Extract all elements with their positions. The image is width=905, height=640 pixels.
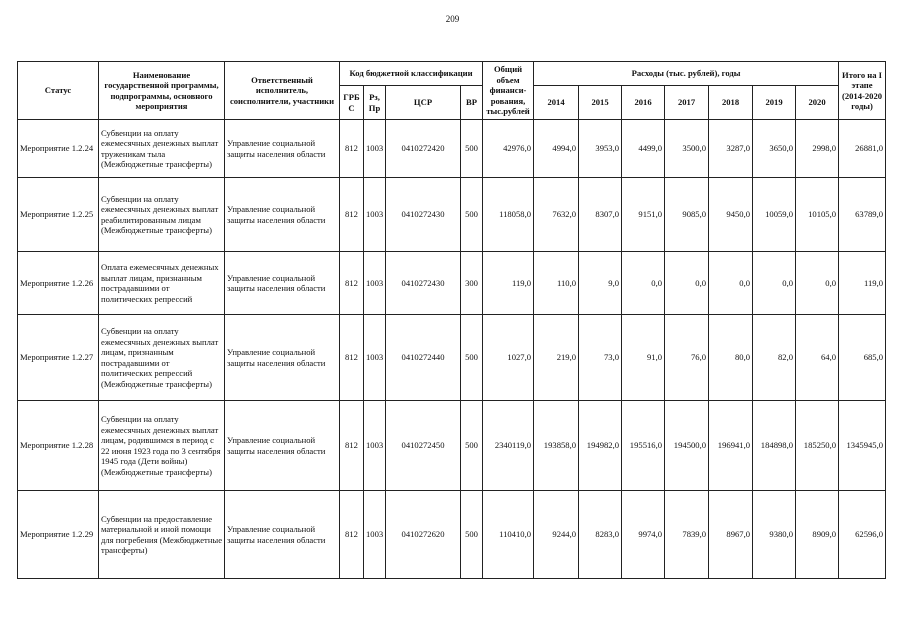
row-stage-total: 1345945,0	[839, 401, 886, 491]
row-2014: 7632,0	[534, 178, 579, 252]
row-responsible: Управление социальной защиты населения области	[225, 491, 340, 579]
row-2016: 9974,0	[622, 491, 665, 579]
row-total: 2340119,0	[483, 401, 534, 491]
header-responsible: Ответственный исполнитель, соисполнители, участники	[225, 62, 340, 120]
row-2014: 219,0	[534, 315, 579, 401]
table-row	[18, 401, 886, 491]
row-2018: 3287,0	[709, 120, 753, 178]
row-2020: 64,0	[796, 315, 839, 401]
row-vr: 500	[461, 178, 483, 252]
row-name: Субвенции на предоставление материальной и иной помощи для погребения (Межбюджетные трансферты)	[99, 491, 225, 579]
row-2017: 0,0	[665, 252, 709, 315]
header-year-2020: 2020	[796, 86, 839, 120]
row-responsible: Управление социальной защиты населения области	[225, 252, 340, 315]
row-rzpr: 1003	[364, 252, 386, 315]
row-2015: 194982,0	[579, 401, 622, 491]
row-2016: 4499,0	[622, 120, 665, 178]
row-name: Субвенции на оплату ежемесячных денежных выплат лицам, признанным пострадавшими от политических репрессий (Межбюджетные трансферты)	[99, 315, 225, 401]
row-2019: 10059,0	[753, 178, 796, 252]
header-total: Общий объем финанси-рования, тыс.рублей	[483, 62, 534, 120]
row-name: Оплата ежемесячных денежных выплат лицам, признанным пострадавшими от политических репрессий	[99, 252, 225, 315]
header-expenses: Расходы (тыс. рублей), годы	[534, 62, 839, 86]
header-year-2014: 2014	[534, 86, 579, 120]
row-2017: 9085,0	[665, 178, 709, 252]
row-2014: 9244,0	[534, 491, 579, 579]
row-2016: 9151,0	[622, 178, 665, 252]
row-rzpr: 1003	[364, 401, 386, 491]
header-year-2017: 2017	[665, 86, 709, 120]
row-2019: 9380,0	[753, 491, 796, 579]
row-grbs: 812	[340, 120, 364, 178]
row-grbs: 812	[340, 491, 364, 579]
row-stage-total: 685,0	[839, 315, 886, 401]
row-vr: 300	[461, 252, 483, 315]
row-2014: 110,0	[534, 252, 579, 315]
row-2017: 194500,0	[665, 401, 709, 491]
row-2015: 3953,0	[579, 120, 622, 178]
row-stage-total: 119,0	[839, 252, 886, 315]
row-total: 110410,0	[483, 491, 534, 579]
row-name: Субвенции на оплату ежемесячных денежных выплат реабилитированным лицам (Межбюджетные трансферты)	[99, 178, 225, 252]
row-rzpr: 1003	[364, 120, 386, 178]
row-2018: 0,0	[709, 252, 753, 315]
row-total: 119,0	[483, 252, 534, 315]
row-csr: 0410272450	[386, 401, 461, 491]
row-status: Мероприятие 1.2.25	[18, 178, 99, 252]
header-budget-code: Код бюджетной классификации	[340, 62, 483, 86]
row-status: Мероприятие 1.2.29	[18, 491, 99, 579]
row-responsible: Управление социальной защиты населения области	[225, 120, 340, 178]
row-name: Субвенции на оплату ежемесячных денежных выплат труженикам тыла (Межбюджетные трансферты)	[99, 120, 225, 178]
table-row	[18, 252, 886, 315]
budget-table	[17, 61, 886, 579]
row-grbs: 812	[340, 401, 364, 491]
row-2015: 73,0	[579, 315, 622, 401]
row-csr: 0410272430	[386, 252, 461, 315]
table-row	[18, 120, 886, 178]
row-csr: 0410272620	[386, 491, 461, 579]
row-2018: 8967,0	[709, 491, 753, 579]
row-status: Мероприятие 1.2.28	[18, 401, 99, 491]
header-status: Статус	[18, 62, 99, 120]
row-2019: 3650,0	[753, 120, 796, 178]
row-total: 1027,0	[483, 315, 534, 401]
row-2020: 2998,0	[796, 120, 839, 178]
row-2016: 0,0	[622, 252, 665, 315]
row-vr: 500	[461, 401, 483, 491]
table-row	[18, 315, 886, 401]
table-row	[18, 491, 886, 579]
row-2019: 82,0	[753, 315, 796, 401]
row-responsible: Управление социальной защиты населения области	[225, 178, 340, 252]
row-2018: 80,0	[709, 315, 753, 401]
row-csr: 0410272440	[386, 315, 461, 401]
row-rzpr: 1003	[364, 315, 386, 401]
row-stage-total: 26881,0	[839, 120, 886, 178]
row-status: Мероприятие 1.2.27	[18, 315, 99, 401]
row-total: 42976,0	[483, 120, 534, 178]
row-2015: 9,0	[579, 252, 622, 315]
row-2018: 9450,0	[709, 178, 753, 252]
row-total: 118058,0	[483, 178, 534, 252]
row-2020: 10105,0	[796, 178, 839, 252]
header-year-2016: 2016	[622, 86, 665, 120]
row-grbs: 812	[340, 315, 364, 401]
row-status: Мероприятие 1.2.24	[18, 120, 99, 178]
row-vr: 500	[461, 491, 483, 579]
header-year-2019: 2019	[753, 86, 796, 120]
row-grbs: 812	[340, 252, 364, 315]
header-vr: ВР	[461, 86, 483, 120]
row-2016: 195516,0	[622, 401, 665, 491]
row-2018: 196941,0	[709, 401, 753, 491]
row-2020: 8909,0	[796, 491, 839, 579]
page-number: 209	[445, 14, 460, 24]
row-2020: 185250,0	[796, 401, 839, 491]
row-rzpr: 1003	[364, 178, 386, 252]
row-vr: 500	[461, 315, 483, 401]
row-vr: 500	[461, 120, 483, 178]
row-name: Субвенции на оплату ежемесячных денежных выплат лицам, родившимся в период с 22 июня 1923 года по 3 сентября 1945 года (Дети войны) (Межбюджетные трансферты)	[99, 401, 225, 491]
header-rzpr: Рз, Пр	[364, 86, 386, 120]
row-2019: 184898,0	[753, 401, 796, 491]
header-year-2015: 2015	[579, 86, 622, 120]
row-csr: 0410272430	[386, 178, 461, 252]
row-csr: 0410272420	[386, 120, 461, 178]
row-status: Мероприятие 1.2.26	[18, 252, 99, 315]
row-grbs: 812	[340, 178, 364, 252]
row-stage-total: 62596,0	[839, 491, 886, 579]
header-year-2018: 2018	[709, 86, 753, 120]
header-csr: ЦСР	[386, 86, 461, 120]
row-2014: 4994,0	[534, 120, 579, 178]
row-rzpr: 1003	[364, 491, 386, 579]
row-2017: 3500,0	[665, 120, 709, 178]
row-2017: 7839,0	[665, 491, 709, 579]
header-name: Наименование государственной программы, подпрограммы, основного мероприятия	[99, 62, 225, 120]
row-2015: 8283,0	[579, 491, 622, 579]
row-2017: 76,0	[665, 315, 709, 401]
row-responsible: Управление социальной защиты населения области	[225, 401, 340, 491]
table-row	[18, 178, 886, 252]
row-2019: 0,0	[753, 252, 796, 315]
row-stage-total: 63789,0	[839, 178, 886, 252]
row-2014: 193858,0	[534, 401, 579, 491]
row-2015: 8307,0	[579, 178, 622, 252]
header-grbs: ГРБ С	[340, 86, 364, 120]
row-responsible: Управление социальной защиты населения области	[225, 315, 340, 401]
row-2016: 91,0	[622, 315, 665, 401]
row-2020: 0,0	[796, 252, 839, 315]
header-stage-total: Итого на I этапе (2014-2020 годы)	[839, 62, 886, 120]
